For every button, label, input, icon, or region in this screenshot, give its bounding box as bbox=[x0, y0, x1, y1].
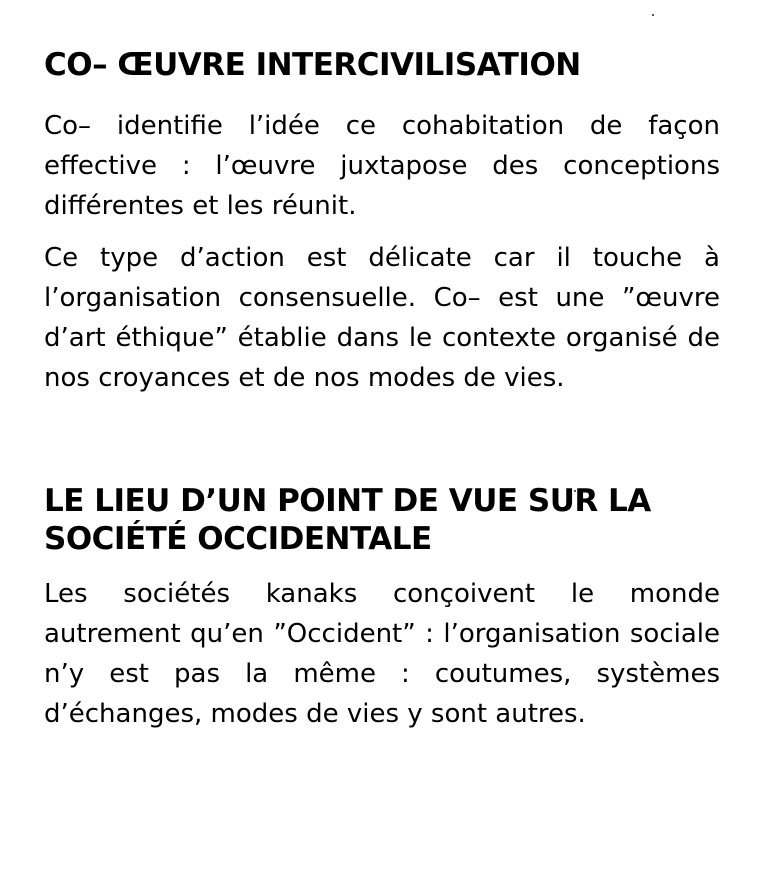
document-page bbox=[44, 46, 720, 734]
section-co-oeuvre bbox=[44, 46, 720, 398]
scan-speck bbox=[652, 14, 654, 16]
section-heading: LE LIEU D’UN POINT DE VUE SUR LA SOCIÉTÉ OCCIDENTALE bbox=[44, 483, 651, 557]
section-lieu-point-de-vue bbox=[44, 482, 720, 734]
paragraph: Ce type d’action est délicate car il touche à l’organisation consensuelle. Co– est une ”œuvre d’art éthique” établie dans le contexte organisé de nos croyances et de nos modes de vies. bbox=[44, 243, 720, 393]
paragraph: Co– identifie l’idée ce cohabitation de façon effective : l’œuvre juxtapose des conceptions différentes et les réunit. bbox=[44, 111, 720, 221]
paragraph: Les sociétés kanaks conçoivent le monde autrement qu’en ”Occident” : l’organisation sociale n’y est pas la même : coutumes, systèmes d’échanges, modes de vies y sont autres. bbox=[44, 579, 720, 729]
section-heading: CO– ŒUVRE INTERCIVILISATION bbox=[44, 47, 581, 83]
